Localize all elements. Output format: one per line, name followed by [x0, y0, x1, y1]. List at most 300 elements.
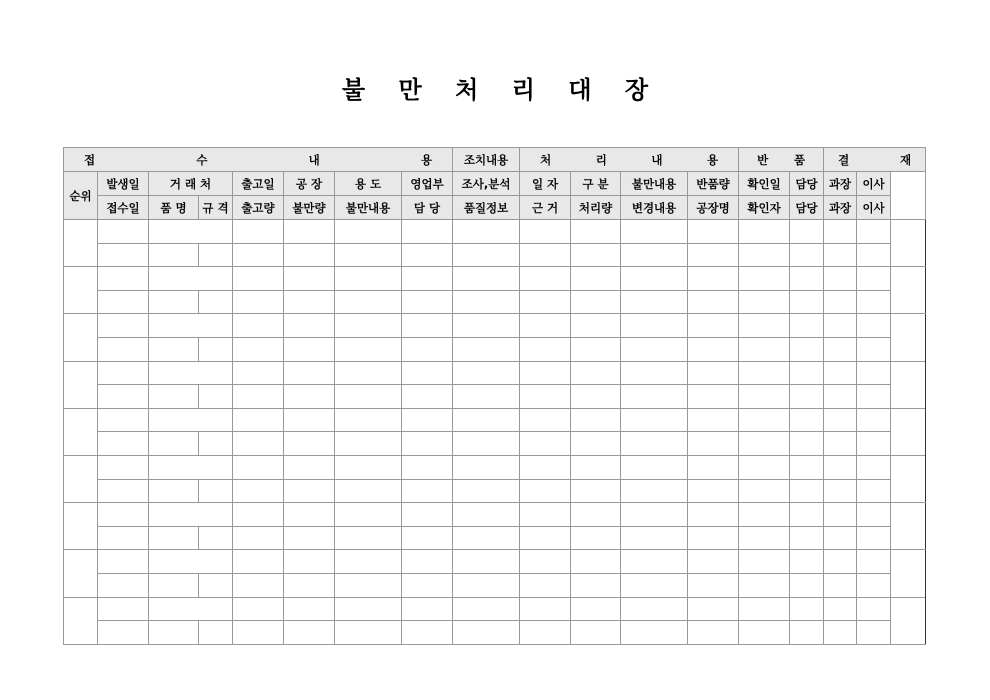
- cell-entry[interactable]: [790, 621, 824, 645]
- cell-entry[interactable]: [402, 550, 453, 574]
- cell-product[interactable]: [149, 432, 199, 456]
- cell-entry[interactable]: [402, 621, 453, 645]
- cell-entry[interactable]: [857, 479, 891, 503]
- cell-entry[interactable]: [284, 432, 335, 456]
- cell-entry[interactable]: [402, 479, 453, 503]
- cell-entry[interactable]: [520, 408, 571, 432]
- cell-entry[interactable]: [739, 385, 790, 409]
- cell-customer[interactable]: [149, 597, 233, 621]
- cell-seq[interactable]: [64, 503, 98, 550]
- cell-entry[interactable]: [621, 243, 688, 267]
- cell-entry[interactable]: [621, 337, 688, 361]
- cell-entry[interactable]: [621, 290, 688, 314]
- cell-entry[interactable]: [621, 597, 688, 621]
- cell-entry[interactable]: [621, 314, 688, 338]
- cell-entry[interactable]: [824, 243, 857, 267]
- cell-entry[interactable]: [824, 220, 857, 244]
- cell-entry[interactable]: [453, 243, 520, 267]
- cell-occur-date[interactable]: [98, 314, 149, 338]
- cell-entry[interactable]: [571, 290, 621, 314]
- cell-product[interactable]: [149, 573, 199, 597]
- cell-occur-date[interactable]: [98, 408, 149, 432]
- cell-entry[interactable]: [621, 432, 688, 456]
- cell-entry[interactable]: [688, 432, 739, 456]
- cell-entry[interactable]: [857, 290, 891, 314]
- cell-entry[interactable]: [233, 385, 284, 409]
- cell-entry[interactable]: [284, 503, 335, 527]
- cell-entry[interactable]: [335, 290, 402, 314]
- cell-remarks[interactable]: [891, 361, 926, 408]
- cell-entry[interactable]: [233, 479, 284, 503]
- cell-customer[interactable]: [149, 408, 233, 432]
- cell-entry[interactable]: [453, 337, 520, 361]
- cell-entry[interactable]: [571, 526, 621, 550]
- cell-entry[interactable]: [335, 385, 402, 409]
- cell-entry[interactable]: [284, 621, 335, 645]
- cell-entry[interactable]: [233, 550, 284, 574]
- cell-entry[interactable]: [824, 550, 857, 574]
- cell-entry[interactable]: [790, 432, 824, 456]
- cell-entry[interactable]: [571, 361, 621, 385]
- cell-entry[interactable]: [284, 455, 335, 479]
- cell-entry[interactable]: [824, 479, 857, 503]
- cell-entry[interactable]: [571, 314, 621, 338]
- cell-receipt-date[interactable]: [98, 243, 149, 267]
- cell-entry[interactable]: [857, 432, 891, 456]
- cell-entry[interactable]: [453, 479, 520, 503]
- cell-entry[interactable]: [688, 621, 739, 645]
- cell-entry[interactable]: [402, 361, 453, 385]
- cell-entry[interactable]: [520, 243, 571, 267]
- cell-entry[interactable]: [335, 408, 402, 432]
- cell-entry[interactable]: [453, 220, 520, 244]
- cell-entry[interactable]: [453, 621, 520, 645]
- cell-entry[interactable]: [824, 503, 857, 527]
- cell-entry[interactable]: [739, 314, 790, 338]
- cell-entry[interactable]: [402, 455, 453, 479]
- cell-entry[interactable]: [824, 597, 857, 621]
- cell-seq[interactable]: [64, 361, 98, 408]
- cell-entry[interactable]: [621, 573, 688, 597]
- cell-entry[interactable]: [284, 361, 335, 385]
- cell-entry[interactable]: [233, 432, 284, 456]
- ledger-row-top: [64, 361, 926, 385]
- cell-remarks[interactable]: [891, 408, 926, 455]
- cell-entry[interactable]: [824, 290, 857, 314]
- cell-entry[interactable]: [621, 503, 688, 527]
- cell-product[interactable]: [149, 243, 199, 267]
- cell-occur-date[interactable]: [98, 455, 149, 479]
- cell-entry[interactable]: [233, 573, 284, 597]
- cell-entry[interactable]: [688, 526, 739, 550]
- cell-entry[interactable]: [621, 408, 688, 432]
- cell-entry[interactable]: [402, 314, 453, 338]
- cell-entry[interactable]: [335, 479, 402, 503]
- cell-entry[interactable]: [688, 503, 739, 527]
- cell-entry[interactable]: [739, 526, 790, 550]
- cell-remarks[interactable]: [891, 550, 926, 597]
- cell-entry[interactable]: [453, 550, 520, 574]
- cell-entry[interactable]: [284, 314, 335, 338]
- cell-entry[interactable]: [284, 573, 335, 597]
- cell-entry[interactable]: [688, 337, 739, 361]
- cell-spec[interactable]: [199, 385, 233, 409]
- cell-entry[interactable]: [739, 267, 790, 291]
- cell-entry[interactable]: [453, 597, 520, 621]
- cell-entry[interactable]: [739, 503, 790, 527]
- cell-entry[interactable]: [739, 243, 790, 267]
- cell-receipt-date[interactable]: [98, 337, 149, 361]
- cell-entry[interactable]: [520, 597, 571, 621]
- cell-entry[interactable]: [824, 337, 857, 361]
- cell-customer[interactable]: [149, 550, 233, 574]
- cell-remarks[interactable]: [891, 597, 926, 644]
- cell-customer[interactable]: [149, 361, 233, 385]
- cell-entry[interactable]: [739, 573, 790, 597]
- cell-entry[interactable]: [402, 290, 453, 314]
- cell-entry[interactable]: [335, 621, 402, 645]
- cell-entry[interactable]: [571, 243, 621, 267]
- cell-entry[interactable]: [790, 243, 824, 267]
- cell-entry[interactable]: [453, 408, 520, 432]
- cell-entry[interactable]: [688, 314, 739, 338]
- cell-entry[interactable]: [335, 314, 402, 338]
- cell-entry[interactable]: [520, 455, 571, 479]
- cell-entry[interactable]: [857, 361, 891, 385]
- cell-entry[interactable]: [284, 479, 335, 503]
- cell-seq[interactable]: [64, 550, 98, 597]
- cell-entry[interactable]: [284, 385, 335, 409]
- cell-entry[interactable]: [402, 503, 453, 527]
- cell-entry[interactable]: [233, 337, 284, 361]
- cell-entry[interactable]: [688, 220, 739, 244]
- cell-entry[interactable]: [402, 337, 453, 361]
- cell-entry[interactable]: [453, 314, 520, 338]
- cell-entry[interactable]: [284, 597, 335, 621]
- cell-entry[interactable]: [739, 550, 790, 574]
- cell-customer[interactable]: [149, 503, 233, 527]
- cell-customer[interactable]: [149, 314, 233, 338]
- cell-spec[interactable]: [199, 573, 233, 597]
- cell-entry[interactable]: [335, 573, 402, 597]
- cell-entry[interactable]: [520, 479, 571, 503]
- cell-entry[interactable]: [621, 526, 688, 550]
- cell-entry[interactable]: [453, 455, 520, 479]
- cell-entry[interactable]: [824, 361, 857, 385]
- cell-entry[interactable]: [824, 408, 857, 432]
- cell-entry[interactable]: [688, 455, 739, 479]
- cell-entry[interactable]: [520, 267, 571, 291]
- cell-seq[interactable]: [64, 597, 98, 644]
- cell-entry[interactable]: [571, 408, 621, 432]
- cell-entry[interactable]: [335, 337, 402, 361]
- cell-entry[interactable]: [790, 314, 824, 338]
- cell-entry[interactable]: [621, 361, 688, 385]
- cell-entry[interactable]: [739, 337, 790, 361]
- cell-entry[interactable]: [857, 408, 891, 432]
- cell-entry[interactable]: [233, 526, 284, 550]
- cell-spec[interactable]: [199, 290, 233, 314]
- cell-entry[interactable]: [790, 455, 824, 479]
- cell-remarks[interactable]: [891, 455, 926, 502]
- cell-receipt-date[interactable]: [98, 526, 149, 550]
- cell-entry[interactable]: [857, 526, 891, 550]
- cell-product[interactable]: [149, 621, 199, 645]
- cell-entry[interactable]: [857, 503, 891, 527]
- cell-product[interactable]: [149, 290, 199, 314]
- cell-entry[interactable]: [571, 479, 621, 503]
- cell-entry[interactable]: [621, 621, 688, 645]
- cell-entry[interactable]: [453, 503, 520, 527]
- cell-entry[interactable]: [790, 220, 824, 244]
- cell-entry[interactable]: [520, 220, 571, 244]
- cell-entry[interactable]: [284, 526, 335, 550]
- cell-entry[interactable]: [739, 361, 790, 385]
- cell-occur-date[interactable]: [98, 267, 149, 291]
- cell-entry[interactable]: [233, 408, 284, 432]
- cell-entry[interactable]: [824, 526, 857, 550]
- cell-entry[interactable]: [790, 290, 824, 314]
- cell-entry[interactable]: [284, 243, 335, 267]
- cell-entry[interactable]: [335, 243, 402, 267]
- cell-entry[interactable]: [688, 361, 739, 385]
- cell-entry[interactable]: [790, 337, 824, 361]
- cell-entry[interactable]: [571, 385, 621, 409]
- header-receipt-group: [64, 148, 453, 172]
- cell-entry[interactable]: [233, 503, 284, 527]
- cell-seq[interactable]: [64, 220, 98, 267]
- cell-entry[interactable]: [284, 267, 335, 291]
- cell-entry[interactable]: [739, 220, 790, 244]
- cell-entry[interactable]: [857, 385, 891, 409]
- cell-occur-date[interactable]: [98, 220, 149, 244]
- cell-entry[interactable]: [335, 432, 402, 456]
- cell-entry[interactable]: [857, 621, 891, 645]
- cell-entry[interactable]: [402, 526, 453, 550]
- cell-entry[interactable]: [824, 432, 857, 456]
- cell-entry[interactable]: [571, 550, 621, 574]
- cell-entry[interactable]: [233, 267, 284, 291]
- cell-entry[interactable]: [520, 573, 571, 597]
- cell-entry[interactable]: [621, 220, 688, 244]
- cell-entry[interactable]: [739, 455, 790, 479]
- cell-entry[interactable]: [790, 503, 824, 527]
- cell-entry[interactable]: [621, 455, 688, 479]
- cell-entry[interactable]: [571, 573, 621, 597]
- cell-product[interactable]: [149, 385, 199, 409]
- cell-entry[interactable]: [453, 267, 520, 291]
- cell-entry[interactable]: [453, 385, 520, 409]
- cell-entry[interactable]: [402, 432, 453, 456]
- cell-entry[interactable]: [571, 220, 621, 244]
- cell-entry[interactable]: [857, 337, 891, 361]
- cell-entry[interactable]: [739, 597, 790, 621]
- cell-entry[interactable]: [520, 385, 571, 409]
- cell-seq[interactable]: [64, 408, 98, 455]
- cell-entry[interactable]: [688, 290, 739, 314]
- cell-entry[interactable]: [520, 621, 571, 645]
- cell-entry[interactable]: [790, 550, 824, 574]
- cell-entry[interactable]: [402, 243, 453, 267]
- cell-customer[interactable]: [149, 267, 233, 291]
- cell-entry[interactable]: [688, 550, 739, 574]
- cell-entry[interactable]: [571, 621, 621, 645]
- ledger-row-bottom: [64, 290, 926, 314]
- cell-entry[interactable]: [233, 243, 284, 267]
- cell-entry[interactable]: [824, 314, 857, 338]
- cell-entry[interactable]: [857, 550, 891, 574]
- cell-entry[interactable]: [688, 243, 739, 267]
- cell-entry[interactable]: [402, 385, 453, 409]
- cell-remarks[interactable]: [891, 220, 926, 267]
- cell-entry[interactable]: [857, 314, 891, 338]
- cell-entry[interactable]: [402, 220, 453, 244]
- cell-occur-date[interactable]: [98, 597, 149, 621]
- cell-receipt-date[interactable]: [98, 479, 149, 503]
- cell-entry[interactable]: [520, 314, 571, 338]
- cell-entry[interactable]: [571, 267, 621, 291]
- cell-entry[interactable]: [520, 550, 571, 574]
- cell-entry[interactable]: [335, 526, 402, 550]
- cell-receipt-date[interactable]: [98, 621, 149, 645]
- cell-entry[interactable]: [284, 550, 335, 574]
- cell-spec[interactable]: [199, 337, 233, 361]
- cell-entry[interactable]: [688, 408, 739, 432]
- cell-entry[interactable]: [520, 337, 571, 361]
- cell-entry[interactable]: [284, 220, 335, 244]
- cell-entry[interactable]: [233, 621, 284, 645]
- cell-entry[interactable]: [335, 267, 402, 291]
- cell-entry[interactable]: [857, 243, 891, 267]
- cell-seq[interactable]: [64, 267, 98, 314]
- cell-receipt-date[interactable]: [98, 432, 149, 456]
- cell-entry[interactable]: [233, 220, 284, 244]
- cell-entry[interactable]: [824, 267, 857, 291]
- cell-entry[interactable]: [233, 290, 284, 314]
- cell-entry[interactable]: [857, 220, 891, 244]
- cell-entry[interactable]: [402, 267, 453, 291]
- cell-entry[interactable]: [739, 479, 790, 503]
- cell-spec[interactable]: [199, 243, 233, 267]
- cell-entry[interactable]: [284, 290, 335, 314]
- cell-entry[interactable]: [739, 408, 790, 432]
- cell-seq[interactable]: [64, 314, 98, 361]
- cell-entry[interactable]: [520, 290, 571, 314]
- cell-entry[interactable]: [453, 573, 520, 597]
- cell-entry[interactable]: [520, 526, 571, 550]
- cell-entry[interactable]: [571, 455, 621, 479]
- cell-entry[interactable]: [520, 432, 571, 456]
- cell-spec[interactable]: [199, 621, 233, 645]
- cell-entry[interactable]: [857, 597, 891, 621]
- cell-entry[interactable]: [453, 361, 520, 385]
- cell-entry[interactable]: [790, 361, 824, 385]
- cell-entry[interactable]: [402, 573, 453, 597]
- cell-entry[interactable]: [402, 408, 453, 432]
- cell-customer[interactable]: [149, 455, 233, 479]
- cell-entry[interactable]: [453, 526, 520, 550]
- cell-customer[interactable]: [149, 220, 233, 244]
- cell-entry[interactable]: [453, 432, 520, 456]
- cell-entry[interactable]: [621, 385, 688, 409]
- cell-receipt-date[interactable]: [98, 385, 149, 409]
- cell-entry[interactable]: [790, 573, 824, 597]
- cell-entry[interactable]: [824, 455, 857, 479]
- cell-entry[interactable]: [453, 290, 520, 314]
- cell-spec[interactable]: [199, 479, 233, 503]
- cell-entry[interactable]: [688, 479, 739, 503]
- cell-product[interactable]: [149, 479, 199, 503]
- cell-entry[interactable]: [571, 597, 621, 621]
- cell-product[interactable]: [149, 337, 199, 361]
- cell-entry[interactable]: [335, 220, 402, 244]
- cell-entry[interactable]: [824, 385, 857, 409]
- cell-entry[interactable]: [790, 267, 824, 291]
- cell-entry[interactable]: [233, 314, 284, 338]
- cell-entry[interactable]: [790, 597, 824, 621]
- cell-entry[interactable]: [621, 479, 688, 503]
- cell-entry[interactable]: [857, 455, 891, 479]
- cell-entry[interactable]: [824, 621, 857, 645]
- cell-entry[interactable]: [335, 597, 402, 621]
- cell-entry[interactable]: [688, 385, 739, 409]
- cell-entry[interactable]: [688, 597, 739, 621]
- cell-entry[interactable]: [824, 573, 857, 597]
- cell-entry[interactable]: [284, 337, 335, 361]
- cell-entry[interactable]: [688, 267, 739, 291]
- cell-entry[interactable]: [790, 526, 824, 550]
- cell-entry[interactable]: [621, 550, 688, 574]
- cell-entry[interactable]: [621, 267, 688, 291]
- cell-receipt-date[interactable]: [98, 573, 149, 597]
- cell-entry[interactable]: [739, 432, 790, 456]
- cell-entry[interactable]: [335, 550, 402, 574]
- cell-receipt-date[interactable]: [98, 290, 149, 314]
- cell-entry[interactable]: [520, 361, 571, 385]
- cell-entry[interactable]: [857, 573, 891, 597]
- cell-entry[interactable]: [520, 503, 571, 527]
- cell-entry[interactable]: [790, 385, 824, 409]
- cell-entry[interactable]: [857, 267, 891, 291]
- cell-entry[interactable]: [335, 361, 402, 385]
- cell-entry[interactable]: [402, 597, 453, 621]
- cell-entry[interactable]: [571, 432, 621, 456]
- cell-entry[interactable]: [739, 621, 790, 645]
- cell-remarks[interactable]: [891, 267, 926, 314]
- cell-entry[interactable]: [790, 479, 824, 503]
- cell-entry[interactable]: [335, 455, 402, 479]
- cell-entry[interactable]: [233, 361, 284, 385]
- cell-entry[interactable]: [571, 337, 621, 361]
- cell-entry[interactable]: [790, 408, 824, 432]
- cell-occur-date[interactable]: [98, 503, 149, 527]
- cell-occur-date[interactable]: [98, 550, 149, 574]
- cell-seq[interactable]: [64, 455, 98, 502]
- cell-entry[interactable]: [739, 290, 790, 314]
- cell-product[interactable]: [149, 526, 199, 550]
- cell-remarks[interactable]: [891, 314, 926, 361]
- cell-entry[interactable]: [233, 455, 284, 479]
- cell-entry[interactable]: [688, 573, 739, 597]
- cell-entry[interactable]: [335, 503, 402, 527]
- cell-remarks[interactable]: [891, 503, 926, 550]
- cell-entry[interactable]: [571, 503, 621, 527]
- cell-spec[interactable]: [199, 432, 233, 456]
- cell-spec[interactable]: [199, 526, 233, 550]
- cell-occur-date[interactable]: [98, 361, 149, 385]
- cell-entry[interactable]: [233, 597, 284, 621]
- cell-entry[interactable]: [284, 408, 335, 432]
